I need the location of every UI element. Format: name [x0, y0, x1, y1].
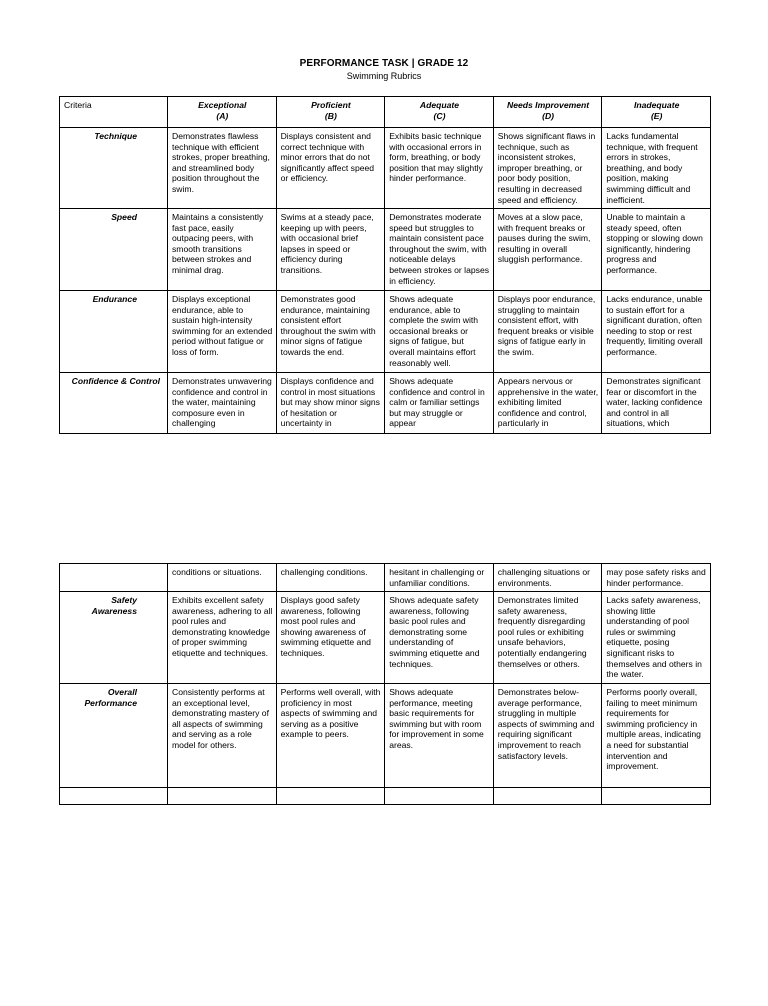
criterion-confidence-control: Confidence & Control	[60, 373, 168, 434]
table-cell: Unable to maintain a steady speed, often stopping or slowing down significantly, hindering progress and performance.	[602, 209, 711, 291]
table-cell: challenging situations or environments.	[493, 564, 602, 592]
table-cell: Displays consistent and correct technique with minor errors that do not significantly affect speed or efficiency.	[276, 128, 385, 209]
table-cell: Demonstrates flawless technique with efficient strokes, proper breathing, and streamlined body position throughout the swim.	[168, 128, 277, 209]
table-cell	[168, 788, 277, 805]
criterion-continued	[60, 564, 168, 592]
table-cell: Displays exceptional endurance, able to sustain high-intensity swimming for an extended period without fatigue or loss of form.	[168, 291, 277, 373]
table-cell: hesitant in challenging or unfamiliar conditions.	[385, 564, 494, 592]
table-cell: may pose safety risks and hinder performance.	[602, 564, 711, 592]
table-cell: Performs poorly overall, failing to meet minimum requirements for swimming proficiency in multiple areas, indicating a need for substantial intervention and improvement.	[602, 684, 711, 788]
table-cell: Demonstrates limited safety awareness, frequently disregarding pool rules or exhibiting unsafe behaviors, potentially endangering themselves or others.	[493, 592, 602, 684]
table-cell: Displays poor endurance, struggling to maintain consistent effort, with frequent breaks or visible signs of fatigue early in the swim.	[493, 291, 602, 373]
level-code: (A)	[216, 110, 229, 121]
table-cell: Demonstrates good endurance, maintaining consistent effort throughout the swim with minor signs of fatigue towards the end.	[276, 291, 385, 373]
table-cell: conditions or situations.	[168, 564, 277, 592]
criterion-endurance: Endurance	[60, 291, 168, 373]
level-header-needs-improvement	[493, 97, 602, 128]
level-name: Adequate	[419, 100, 460, 110]
table-cell	[602, 788, 711, 805]
table-row	[60, 684, 711, 788]
table-cell	[385, 788, 494, 805]
table-row	[60, 128, 711, 209]
table-cell: Appears nervous or apprehensive in the water, exhibiting limited confidence and control, particularly in	[493, 373, 602, 434]
table-cell	[276, 788, 385, 805]
table-cell: Demonstrates below-average performance, struggling in multiple aspects of swimming and requiring significant improvement to reach satisfactory levels.	[493, 684, 602, 788]
level-name: Proficient	[311, 100, 351, 110]
table-cell: Exhibits basic technique with occasional errors in form, breathing, or body position that may slightly hinder performance.	[385, 128, 494, 209]
table-cell	[493, 788, 602, 805]
table-row	[60, 592, 711, 684]
level-code: (E)	[650, 110, 663, 121]
table-cell: Maintains a consistently fast pace, easily outpacing peers, with smooth transitions between strokes and minimal drag.	[168, 209, 277, 291]
table-cell: Shows significant flaws in technique, such as inconsistent strokes, improper breathing, or poor body position, resulting in decreased speed and efficiency.	[493, 128, 602, 209]
page-subtitle: Swimming Rubrics	[346, 71, 422, 81]
table-cell: Shows adequate confidence and control in calm or familiar settings but may struggle or appear	[385, 373, 494, 434]
table-cell: Swims at a steady pace, keeping up with peers, with occasional brief lapses in speed or efficiency during transitions.	[276, 209, 385, 291]
table-cell: challenging conditions.	[276, 564, 385, 592]
table-row	[60, 209, 711, 291]
table-cell: Shows adequate endurance, able to complete the swim with occasional breaks or signs of fatigue, but overall maintains effort reasonably well.	[385, 291, 494, 373]
table-row-empty	[60, 788, 711, 805]
level-name: Inadequate	[633, 100, 680, 110]
table-cell: Shows adequate safety awareness, following basic pool rules and demonstrating some understanding of swimming etiquette and techniques.	[385, 592, 494, 684]
table-cell: Lacks safety awareness, showing little understanding of pool rules or swimming etiquette, posing significant risks to themselves and others in the water.	[602, 592, 711, 684]
rubric-table	[59, 96, 711, 434]
table-cell: Lacks endurance, unable to sustain effort for a significant duration, often needing to stop or rest frequently, limiting overall performance.	[602, 291, 711, 373]
level-name: Needs Improvement	[507, 100, 590, 110]
criterion-speed: Speed	[60, 209, 168, 291]
table-cell: Exhibits excellent safety awareness, adhering to all pool rules and demonstrating knowledge of proper swimming etiquette and techniques.	[168, 592, 277, 684]
table-cell: Shows adequate performance, meeting basic requirements for swimming but with room for improvement in some areas.	[385, 684, 494, 788]
table-cell	[60, 788, 168, 805]
level-header-exceptional	[168, 97, 277, 128]
table-row	[60, 564, 711, 592]
table-row	[60, 373, 711, 434]
table-cell: Demonstrates significant fear or discomfort in the water, lacking confidence and control in all situations, which	[602, 373, 711, 434]
level-name: Exceptional	[198, 100, 247, 110]
table-cell: Performs well overall, with proficiency in most aspects of swimming and serving as a positive example to peers.	[276, 684, 385, 788]
header-row	[60, 97, 711, 128]
table-cell: Demonstrates unwavering confidence and control in the water, maintaining composure even in challenging	[168, 373, 277, 434]
rubric-table-continued	[59, 563, 711, 805]
table-cell: Displays confidence and control in most situations but may show minor signs of hesitation or uncertainty in	[276, 373, 385, 434]
criterion-overall-performance: Overall Performance	[60, 684, 168, 788]
level-code: (C)	[433, 110, 446, 121]
criterion-technique: Technique	[60, 128, 168, 209]
criterion-safety-awareness: Safety Awareness	[60, 592, 168, 684]
table-cell: Moves at a slow pace, with frequent breaks or pauses during the swim, resulting in overall sluggish performance.	[493, 209, 602, 291]
table-cell: Demonstrates moderate speed but struggles to maintain consistent pace throughout the swim, with noticeable delays between strokes or lapses in efficiency.	[385, 209, 494, 291]
level-header-inadequate	[602, 97, 711, 128]
table-row	[60, 291, 711, 373]
page-title: PERFORMANCE TASK | GRADE 12	[299, 58, 469, 69]
level-header-adequate	[385, 97, 494, 128]
table-cell: Displays good safety awareness, following most pool rules and showing awareness of swimming etiquette and techniques.	[276, 592, 385, 684]
table-cell: Lacks fundamental technique, with frequent errors in strokes, breathing, and body position, making swimming difficult and inefficient.	[602, 128, 711, 209]
level-code: (D)	[542, 110, 555, 121]
table-cell: Consistently performs at an exceptional level, demonstrating mastery of all aspects of swimming and serving as a role model for others.	[168, 684, 277, 788]
level-header-proficient	[276, 97, 385, 128]
criteria-header: Criteria	[60, 97, 168, 128]
level-code: (B)	[324, 110, 337, 121]
